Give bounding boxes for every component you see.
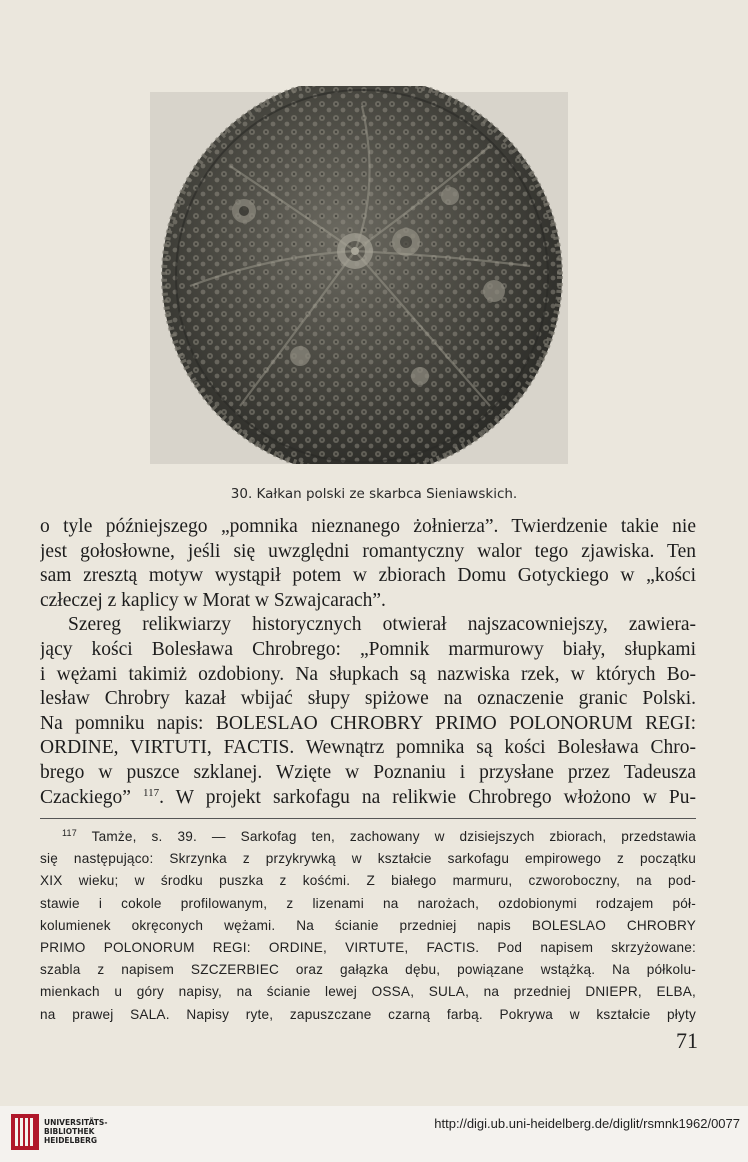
- footnote-line: szabla z napisem SZCZERBIEC oraz gałązka dębu, powiązane wstążką. Na półkolu-: [40, 962, 696, 978]
- body-line-part: Czackiego”: [40, 786, 131, 808]
- body-line: ORDINE, VIRTUTI, FACTIS. Wewnątrz pomnika są kości Bolesława Chro-: [40, 737, 696, 759]
- footnote-divider: [40, 818, 696, 819]
- body-line: o tyle późniejszego „pomnika nieznanego żołnierza”. Twierdzenie takie nie: [40, 516, 696, 537]
- footnote-reference[interactable]: 117: [142, 786, 160, 799]
- footnote-line: się następująco: Skrzynka z przykrywką w kształcie sarkofagu empirowego z początku: [40, 851, 696, 867]
- footnote-line: mienkach u góry napisy, na ścianie lewej OSSA, SULA, na przedniej DNIEPR, ELBA,: [40, 984, 696, 1000]
- body-line: Na pomniku napis: BOLESLAO CHROBRY PRIMO POLONORUM REGI:: [40, 712, 696, 734]
- body-line: Szereg relikwiarzy historycznych otwierał najszacowniejszy, zawiera-: [68, 614, 696, 636]
- footnote-line: XIX wieku; w środku puszka z kośćmi. Z białego marmuru, czworoboczny, na pod-: [40, 873, 696, 889]
- footnote-number: 117: [62, 828, 77, 838]
- body-line-part: W projekt sarkofagu na relikwie Chrobrego włożono w Pu-: [163, 786, 696, 808]
- shield-photograph: [150, 86, 568, 464]
- university-library-logo-icon: [10, 1110, 40, 1154]
- viewer-footer: [0, 1106, 748, 1162]
- body-text: [40, 515, 696, 810]
- library-name: [44, 1118, 107, 1145]
- footnote-line: stawie i cokole profilowanym, z lizenami na narożach, ozdobionymi rodzajem pół-: [40, 895, 696, 911]
- library-name-line: BIBLIOTHEK: [44, 1127, 95, 1136]
- footnote-line: kolumienek okręconych wężami. Na ścianie przedniej napis BOLESLAO CHROBRY: [40, 917, 696, 933]
- footnote-line: na prawej SALA. Napisy ryte, zapuszczane czarną farbą. Pokrywa w kształcie płyty: [40, 1006, 696, 1022]
- body-line: [40, 786, 696, 811]
- body-line: brego w puszce szklanej. Wzięte w Poznaniu i przysłane przez Tadeusza: [40, 761, 696, 783]
- footnote-line-text: Tamże, s. 39. — Sarkofag ten, zachowany w dzisiejszych zbiorach, przedstawia: [91, 829, 696, 844]
- footnote-line: [40, 826, 696, 848]
- figure-caption: 30. Kałkan polski ze skarbca Sieniawskich.: [230, 486, 518, 502]
- body-line: i wężami takimiż ozdobiony. Na słupkach są nazwiska rzek, w których Bo-: [40, 663, 696, 685]
- body-line: sam zresztą motyw wystąpił potem w zbiorach Domu Gotyckiego w „kości: [40, 565, 696, 587]
- footnote: [40, 826, 696, 1026]
- body-line: jest gołosłowne, jeśli się uwzględni romantyczny walor tego zjawiska. Ten: [40, 540, 696, 562]
- footnote-line: PRIMO POLONORUM REGI: ORDINE, VIRTUTE, FACTIS. Pod napisem skrzyżowane:: [40, 939, 696, 955]
- page-number: 71: [676, 1028, 698, 1053]
- source-url-link[interactable]: http://digi.ub.uni-heidelberg.de/diglit/rsmnk1962/0077: [434, 1116, 740, 1131]
- body-line: człeczej z kaplicy w Morat w Szwajcarach”.: [40, 589, 386, 611]
- body-ref-period: .: [159, 786, 164, 808]
- library-name-line: UNIVERSITÄTS-: [44, 1118, 108, 1127]
- library-name-line: HEIDELBERG: [44, 1136, 98, 1145]
- body-line: jący kości Bolesława Chrobrego: „Pomnik marmurowy biały, słupkami: [40, 638, 696, 660]
- body-line: lesław Chrobry kazał wbijać słupy spiżowe na oznaczenie granic Polski.: [40, 688, 696, 710]
